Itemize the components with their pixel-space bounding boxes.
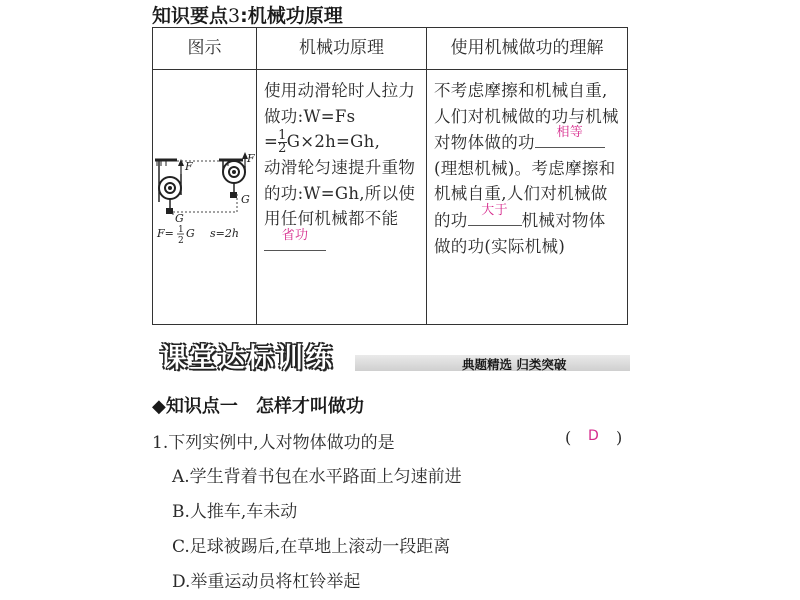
principle-text [264, 78, 420, 259]
header-principle: 机械功原理 [257, 28, 427, 70]
principle-table [152, 27, 628, 325]
understanding-part3: 机械对物体做的功(实际机械) [434, 210, 606, 256]
answer-paren-close: ) [616, 428, 623, 447]
principle-eq-rest: G×2h=Gh, [286, 132, 381, 152]
understanding-text [434, 78, 621, 259]
understanding-part2: (理想机械)。考虑摩擦和机械自重,人们对机械做的功 [434, 158, 616, 230]
formula-frac-den: 2 [178, 236, 184, 246]
heading-label: 知识要点 [152, 5, 229, 27]
label-F-left: F [185, 160, 193, 173]
principle-line2: 动滑轮匀速提升重物的功:W=Gh,所以使用任何机械都不能 [264, 158, 416, 229]
label-G-right: G [241, 193, 250, 206]
label-F-right: F [247, 152, 255, 165]
formula-left: F= [157, 227, 174, 240]
understanding-part1: 不考虑摩擦和机械自重,人们对机械做的功与机械对物体做的功 [434, 81, 619, 153]
principle-cell [257, 70, 427, 325]
principle-line1: 使用动滑轮时人拉力做功:W=Fs [264, 81, 416, 126]
option-b: B.人推车,车未动 [172, 502, 298, 522]
knowledge-point-title: ◆知识点一 怎样才叫做功 [152, 396, 364, 417]
understanding-answer1: 相等 [556, 125, 584, 141]
option-c: C.足球被踢后,在草地上滚动一段距离 [172, 537, 451, 557]
understanding-answer1-blank [535, 125, 605, 148]
formula-right: s=2h [210, 227, 239, 240]
question-answer: D [588, 428, 599, 444]
principle-answer: 省功 [281, 227, 309, 243]
answer-paren-open: ( [565, 428, 572, 447]
header-understanding: 使用机械做功的理解 [427, 28, 628, 70]
table-header-row [153, 28, 628, 70]
principle-eq-prefix: = [264, 132, 279, 152]
figure-cell [153, 70, 257, 325]
formula-frac-num: 1 [178, 225, 184, 235]
header-figure: 图示 [153, 28, 257, 70]
section-heading [152, 1, 343, 28]
banner-subtitle: 典题精选 归类突破 [462, 357, 567, 372]
option-a: A.学生背着书包在水平路面上匀速前进 [172, 467, 462, 487]
heading-rest: :机械功原理 [240, 5, 343, 27]
question-stem: 1.下列实例中,人对物体做功的是 [152, 433, 395, 453]
table-body-row [153, 70, 628, 325]
option-d: D.举重运动员将杠铃举起 [172, 572, 361, 592]
principle-fraction: $\frac{1}{2}$ [278, 128, 287, 157]
principle-answer-blank [264, 227, 326, 251]
heading-number: 3 [228, 5, 241, 27]
formula-left-G: G [186, 227, 195, 240]
banner-title: 课堂达标训练 [160, 343, 334, 374]
understanding-cell [427, 70, 628, 325]
label-G-left: G [175, 212, 184, 225]
understanding-answer2-blank [468, 202, 522, 226]
understanding-answer2: 大于 [481, 202, 508, 218]
pulley-diagram [153, 70, 256, 324]
